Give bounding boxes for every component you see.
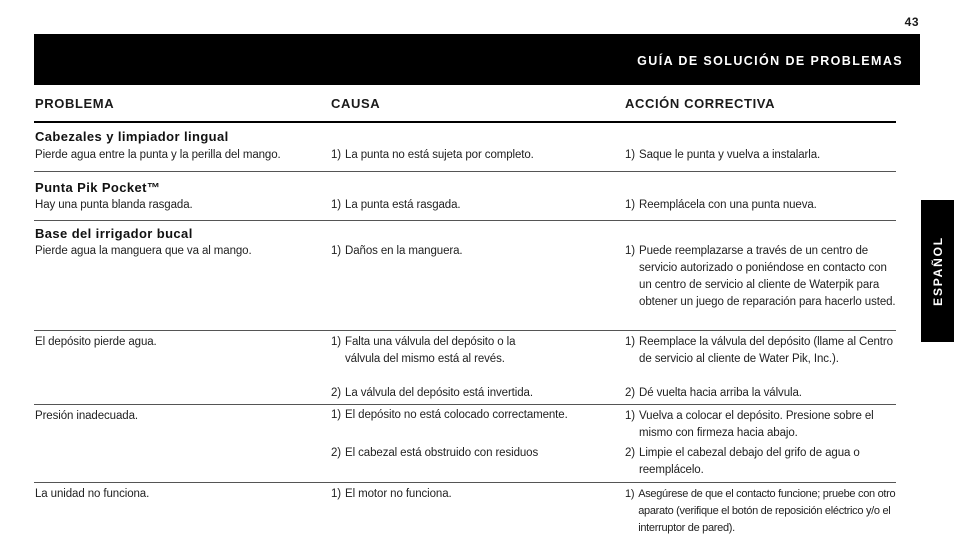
action-text: Limpie el cabezal debajo del grifo de agua o reemplácelo. bbox=[639, 447, 860, 476]
cause-text: El depósito no está colocado correctamente. bbox=[345, 409, 568, 421]
problem-text: El depósito pierde agua. bbox=[35, 336, 157, 348]
cause-item bbox=[331, 243, 611, 260]
action-number: 1) bbox=[625, 336, 636, 348]
action-text: Reemplace la válvula del depósito (llame al Centro de servicio al cliente de Water Pik, Inc.). bbox=[639, 336, 893, 365]
cause-text: La punta está rasgada. bbox=[345, 199, 461, 211]
row-divider bbox=[34, 330, 896, 331]
cause-number: 1) bbox=[331, 409, 342, 421]
group-title: Base del irrigador bucal bbox=[35, 226, 193, 241]
action-item bbox=[625, 147, 897, 164]
action-text: Dé vuelta hacia arriba la válvula. bbox=[639, 387, 802, 399]
cause-number: 1) bbox=[331, 488, 342, 500]
problem-text: Pierde agua entre la punta y la perilla del mango. bbox=[35, 149, 281, 161]
column-header-action: ACCIÓN CORRECTIVA bbox=[625, 96, 776, 111]
column-header-cause: CAUSA bbox=[331, 96, 381, 111]
cause-number: 1) bbox=[331, 245, 342, 257]
cause-number: 1) bbox=[331, 336, 342, 348]
action-item bbox=[625, 445, 897, 479]
action-text: Saque le punta y vuelva a instalarla. bbox=[639, 149, 821, 161]
cause-item bbox=[331, 385, 611, 402]
action-text: Asegúrese de que el contacto funcione; pruebe con otro aparato (verifique el botón de reposición eléctrico y/o el interruptor de pared). bbox=[638, 488, 896, 534]
action-number: 1) bbox=[625, 488, 635, 500]
column-header-problem: PROBLEMA bbox=[35, 96, 115, 111]
cause-text: El cabezal está obstruido con residuos bbox=[345, 447, 539, 459]
cause-item bbox=[331, 407, 611, 424]
cause-text: Daños en la manguera. bbox=[345, 245, 463, 257]
action-item bbox=[625, 408, 897, 442]
problem-text: Pierde agua la manguera que va al mango. bbox=[35, 245, 252, 257]
header-divider bbox=[34, 121, 896, 123]
group-title: Cabezales y limpiador lingual bbox=[35, 129, 229, 144]
problem-text: Presión inadecuada. bbox=[35, 410, 138, 422]
action-number: 1) bbox=[625, 245, 636, 257]
row-divider bbox=[34, 404, 896, 405]
cause-number: 2) bbox=[331, 387, 342, 399]
cause-text: La punta no está sujeta por completo. bbox=[345, 149, 534, 161]
language-tab-label: ESPAÑOL bbox=[930, 236, 945, 306]
cause-item bbox=[331, 334, 521, 368]
page-number: 43 bbox=[904, 15, 919, 29]
cause-item bbox=[331, 445, 611, 462]
action-text: Puede reemplazarse a través de un centro de servicio autorizado o poniéndose en contacto con un centro de servicio al cliente de Waterpik para obtener un juego de reparación para hacerlo usted. bbox=[639, 245, 896, 308]
group-title: Punta Pik Pocket™ bbox=[35, 180, 161, 195]
action-number: 1) bbox=[625, 410, 636, 422]
cause-item bbox=[331, 147, 611, 164]
cause-text: La válvula del depósito está invertida. bbox=[345, 387, 533, 399]
row-divider bbox=[34, 220, 896, 221]
action-item bbox=[625, 486, 897, 537]
cause-item bbox=[331, 197, 611, 214]
action-item bbox=[625, 334, 897, 368]
row-divider bbox=[34, 482, 896, 483]
action-number: 1) bbox=[625, 199, 636, 211]
action-text: Vuelva a colocar el depósito. Presione sobre el mismo con firmeza hacia abajo. bbox=[639, 410, 874, 439]
language-tab bbox=[921, 200, 954, 342]
section-title: GUÍA DE SOLUCIÓN DE PROBLEMAS bbox=[637, 54, 903, 68]
action-item bbox=[625, 385, 897, 402]
action-text: Reemplácela con una punta nueva. bbox=[639, 199, 817, 211]
cause-number: 2) bbox=[331, 447, 342, 459]
problem-text: Hay una punta blanda rasgada. bbox=[35, 199, 193, 211]
cause-number: 1) bbox=[331, 199, 342, 211]
cause-item bbox=[331, 486, 611, 503]
cause-text: El motor no funciona. bbox=[345, 488, 452, 500]
action-number: 2) bbox=[625, 387, 636, 399]
action-number: 2) bbox=[625, 447, 636, 459]
problem-text: La unidad no funciona. bbox=[35, 488, 150, 500]
action-item bbox=[625, 243, 897, 311]
action-number: 1) bbox=[625, 149, 636, 161]
action-item bbox=[625, 197, 897, 214]
cause-text: Falta una válvula del depósito o la válvula del mismo está al revés. bbox=[345, 336, 516, 365]
row-divider bbox=[34, 171, 896, 172]
section-header-bar bbox=[34, 34, 920, 85]
cause-number: 1) bbox=[331, 149, 342, 161]
